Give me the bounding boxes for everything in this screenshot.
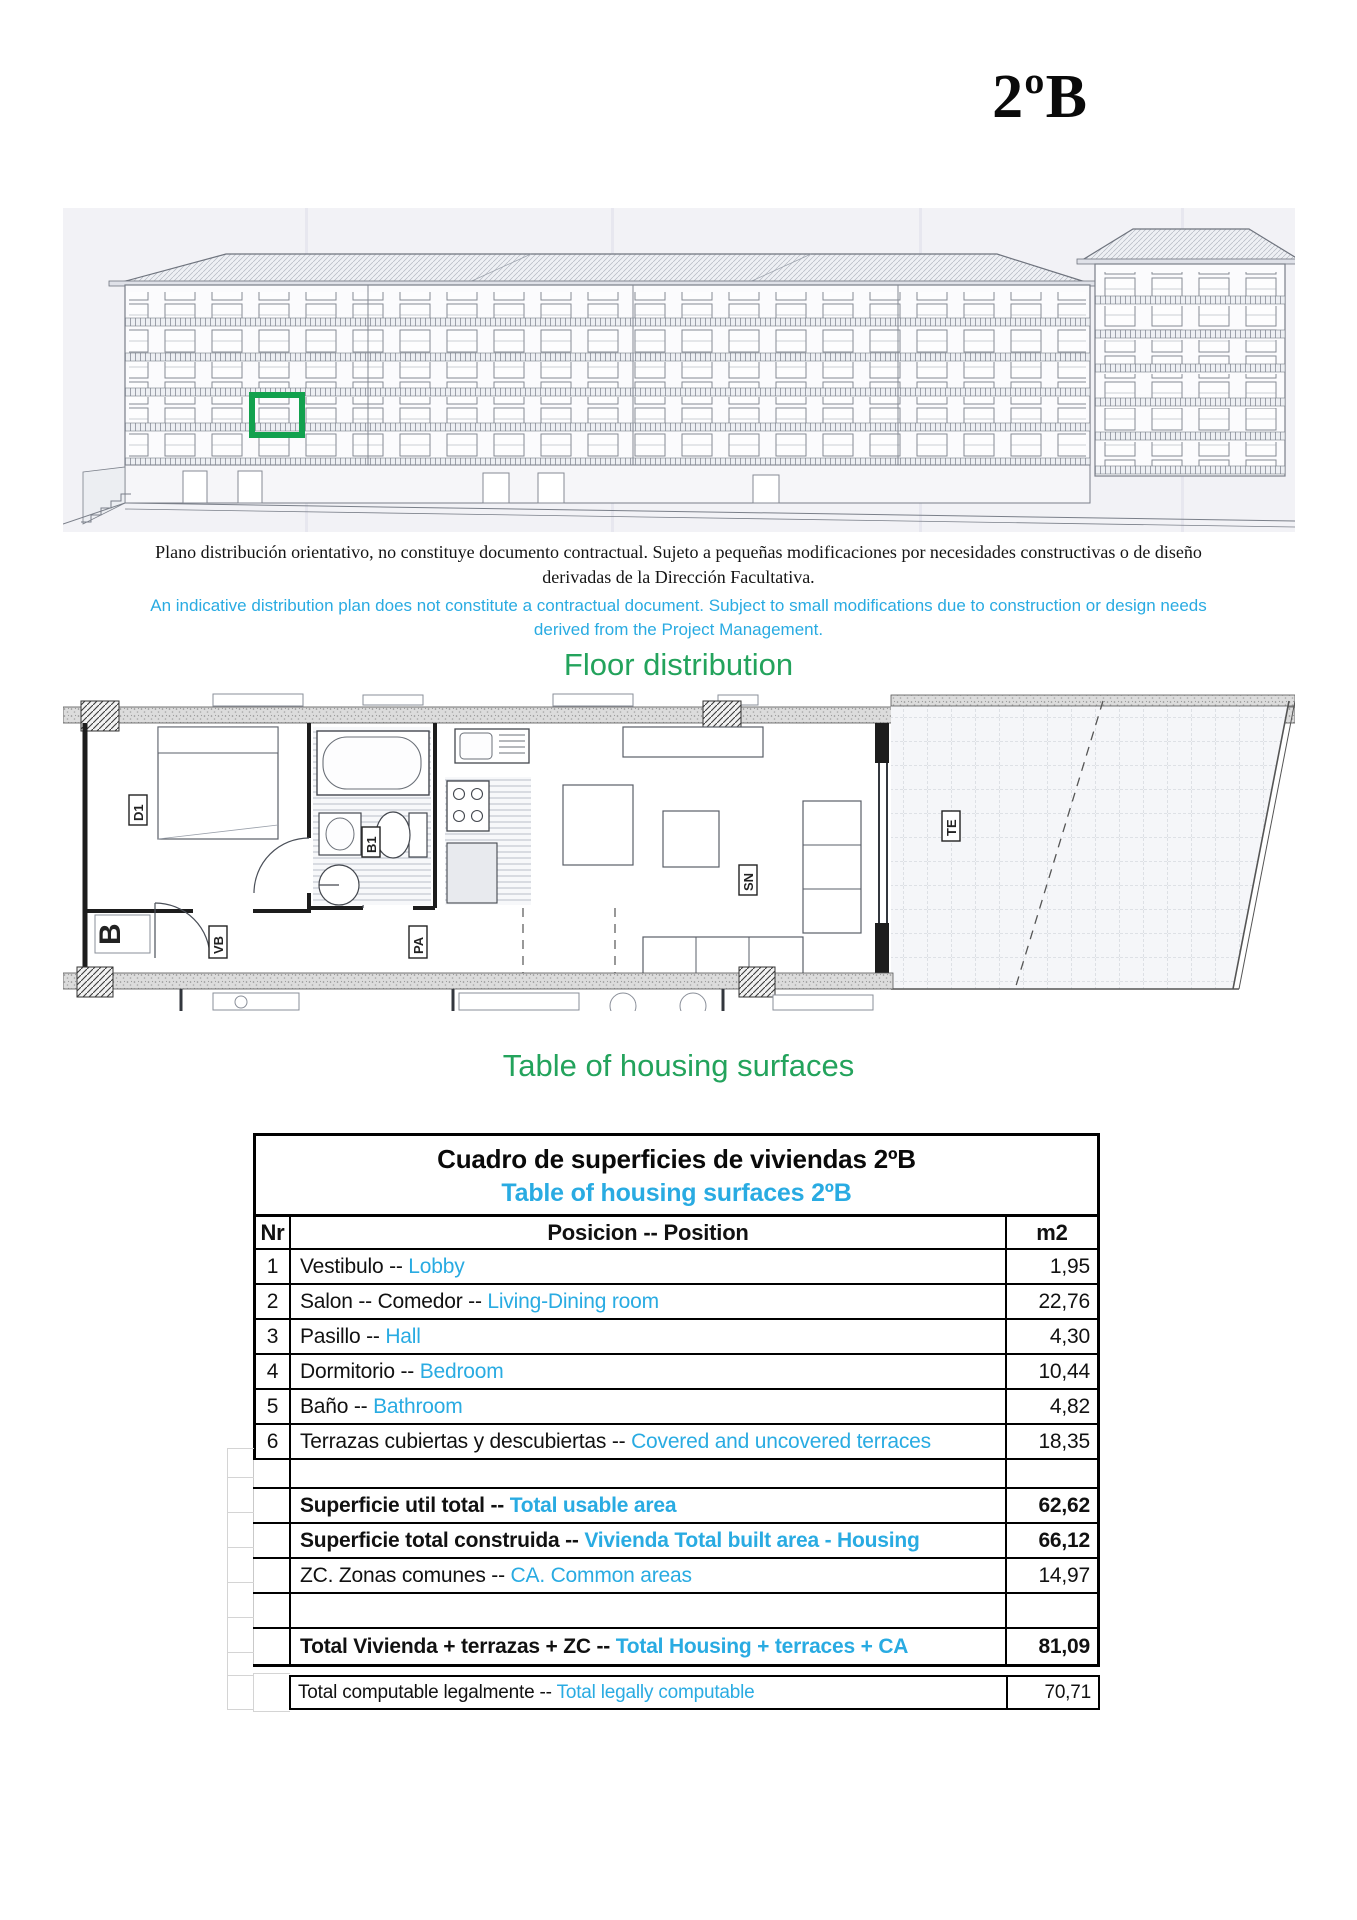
row-m2: 70,71 bbox=[1006, 1677, 1098, 1708]
label-living: SN bbox=[741, 872, 756, 891]
hall-boundaries bbox=[523, 908, 615, 983]
row-es: Vestibulo -- bbox=[300, 1254, 403, 1278]
row-es: Total computable legalmente -- bbox=[298, 1681, 552, 1703]
housing-surfaces-heading: Table of housing surfaces bbox=[502, 1048, 855, 1083]
row-nr-ghost bbox=[253, 1559, 291, 1592]
table-title-es: Cuadro de superficies de viviendas 2ºB bbox=[437, 1144, 916, 1174]
table-row bbox=[253, 1425, 1097, 1460]
surfaces-table bbox=[253, 1133, 1100, 1667]
row-es: Superficie util total -- bbox=[300, 1493, 505, 1517]
floor-plan-svg bbox=[63, 693, 1295, 1011]
row-nr: 2 bbox=[253, 1285, 291, 1318]
row-position bbox=[291, 1290, 1005, 1314]
disclaimer-spanish bbox=[40, 540, 1317, 590]
label-terrace: TE bbox=[944, 819, 959, 836]
row-es: Total Vivienda + terrazas + ZC -- bbox=[300, 1634, 611, 1658]
row-nr-ghost bbox=[253, 1594, 291, 1627]
row-en: Total legally computable bbox=[556, 1681, 755, 1703]
building-elevation-drawing bbox=[63, 172, 1295, 532]
row-position bbox=[291, 1529, 1005, 1553]
table-row bbox=[253, 1320, 1097, 1355]
row-en: Bedroom bbox=[419, 1359, 504, 1383]
row-m2: 81,09 bbox=[1005, 1629, 1097, 1664]
label-vestibule: VB bbox=[211, 935, 226, 954]
row-en: Vivienda Total built area - Housing bbox=[584, 1528, 920, 1552]
row-position bbox=[291, 1682, 1006, 1704]
row-en: Covered and uncovered terraces bbox=[631, 1429, 931, 1453]
row-position bbox=[291, 1395, 1005, 1419]
row-m2 bbox=[1005, 1594, 1097, 1627]
table-summary-row bbox=[253, 1559, 1097, 1594]
row-m2: 18,35 bbox=[1005, 1425, 1097, 1458]
table-title bbox=[253, 1136, 1097, 1217]
row-nr-ghost bbox=[253, 1489, 291, 1522]
row-nr-ghost bbox=[253, 1524, 291, 1557]
living-dining bbox=[563, 727, 861, 983]
kitchen bbox=[445, 729, 531, 905]
row-nr-ghost bbox=[253, 1460, 291, 1487]
row-en: Lobby bbox=[408, 1254, 465, 1278]
row-es: Baño -- bbox=[300, 1394, 368, 1418]
table-row bbox=[253, 1390, 1097, 1425]
table-header-row bbox=[253, 1217, 1097, 1250]
row-m2: 4,30 bbox=[1005, 1320, 1097, 1353]
row-m2: 10,44 bbox=[1005, 1355, 1097, 1388]
table-summary-row bbox=[253, 1489, 1097, 1524]
row-en: Hall bbox=[385, 1324, 421, 1348]
label-block: B bbox=[94, 923, 127, 945]
table-row bbox=[253, 1285, 1097, 1320]
row-m2: 22,76 bbox=[1005, 1285, 1097, 1318]
row-m2 bbox=[1005, 1460, 1097, 1487]
row-position bbox=[291, 1635, 1005, 1659]
col-header-position: Posicion -- Position bbox=[547, 1219, 749, 1245]
row-position bbox=[291, 1564, 1005, 1588]
row-m2: 1,95 bbox=[1005, 1250, 1097, 1283]
disclaimer-en-line2: derived from the Project Management. bbox=[533, 620, 824, 639]
bedroom bbox=[95, 727, 278, 953]
label-hall: PA bbox=[411, 936, 426, 954]
elevation-svg bbox=[63, 172, 1295, 532]
terrace bbox=[891, 695, 1295, 989]
row-nr: 6 bbox=[253, 1425, 291, 1458]
row-es: ZC. Zonas comunes -- bbox=[300, 1563, 505, 1587]
scan-grid-artifact bbox=[227, 1448, 254, 1710]
row-position bbox=[291, 1494, 1005, 1518]
page-title: 2ºB bbox=[992, 63, 1088, 131]
table-empty-row bbox=[253, 1594, 1097, 1629]
floor-plan-drawing bbox=[63, 693, 1295, 1011]
row-en: Total Housing + terraces + CA bbox=[615, 1634, 909, 1658]
row-es: Pasillo -- bbox=[300, 1324, 380, 1348]
wall-pier bbox=[77, 967, 113, 997]
row-position bbox=[291, 1255, 1005, 1279]
row-en: Bathroom bbox=[373, 1394, 463, 1418]
table-empty-row bbox=[253, 1460, 1097, 1489]
label-bedroom-door: D1 bbox=[131, 804, 146, 821]
row-m2: 66,12 bbox=[1005, 1524, 1097, 1557]
row-m2: 4,82 bbox=[1005, 1390, 1097, 1423]
disclaimer-english bbox=[40, 594, 1317, 642]
row-en: Living-Dining room bbox=[487, 1289, 659, 1313]
row-nr-ghost bbox=[253, 1629, 291, 1664]
row-es: Dormitorio -- bbox=[300, 1359, 415, 1383]
label-bath: B1 bbox=[364, 836, 379, 853]
bathroom bbox=[313, 727, 431, 905]
row-en: CA. Common areas bbox=[510, 1563, 692, 1587]
tower-building-block bbox=[1077, 229, 1295, 476]
col-header-m2: m2 bbox=[1005, 1217, 1097, 1248]
row-m2: 14,97 bbox=[1005, 1559, 1097, 1592]
upper-neighbour-partial bbox=[213, 694, 758, 706]
table-row bbox=[253, 1250, 1097, 1285]
row-es: Salon -- Comedor -- bbox=[300, 1289, 482, 1313]
row-es: Superficie total construida -- bbox=[300, 1528, 579, 1552]
floor-distribution-heading: Floor distribution bbox=[563, 647, 794, 682]
col-header-nr: Nr bbox=[253, 1217, 291, 1248]
row-nr: 3 bbox=[253, 1320, 291, 1353]
row-en: Total usable area bbox=[509, 1493, 677, 1517]
terrace-glazing bbox=[875, 723, 889, 985]
table-footer-row bbox=[289, 1675, 1100, 1710]
scan-grid-artifact bbox=[253, 1673, 290, 1712]
row-nr: 1 bbox=[253, 1250, 291, 1283]
disclaimer-en-line1: An indicative distribution plan does not constitute a contractual document. Subject to small modifications due to construction or design needs bbox=[150, 596, 1207, 615]
row-nr: 4 bbox=[253, 1355, 291, 1388]
disclaimer-es-line1: Plano distribución orientativo, no constituye documento contractual. Sujeto a pequeñas modificaciones por necesidades constructivas o de diseño bbox=[155, 542, 1202, 562]
table-summary-row bbox=[253, 1524, 1097, 1559]
table-row bbox=[253, 1355, 1097, 1390]
table-title-en: Table of housing surfaces 2ºB bbox=[501, 1179, 852, 1207]
disclaimer-es-line2: derivadas de la Dirección Facultativa. bbox=[542, 567, 815, 587]
row-position bbox=[291, 1430, 1005, 1454]
wall-pier bbox=[739, 967, 775, 997]
row-position bbox=[291, 1360, 1005, 1384]
row-position bbox=[291, 1325, 1005, 1349]
row-nr: 5 bbox=[253, 1390, 291, 1423]
row-m2: 62,62 bbox=[1005, 1489, 1097, 1522]
row-es: Terrazas cubiertas y descubiertas -- bbox=[300, 1429, 626, 1453]
table-total-row bbox=[253, 1629, 1097, 1664]
